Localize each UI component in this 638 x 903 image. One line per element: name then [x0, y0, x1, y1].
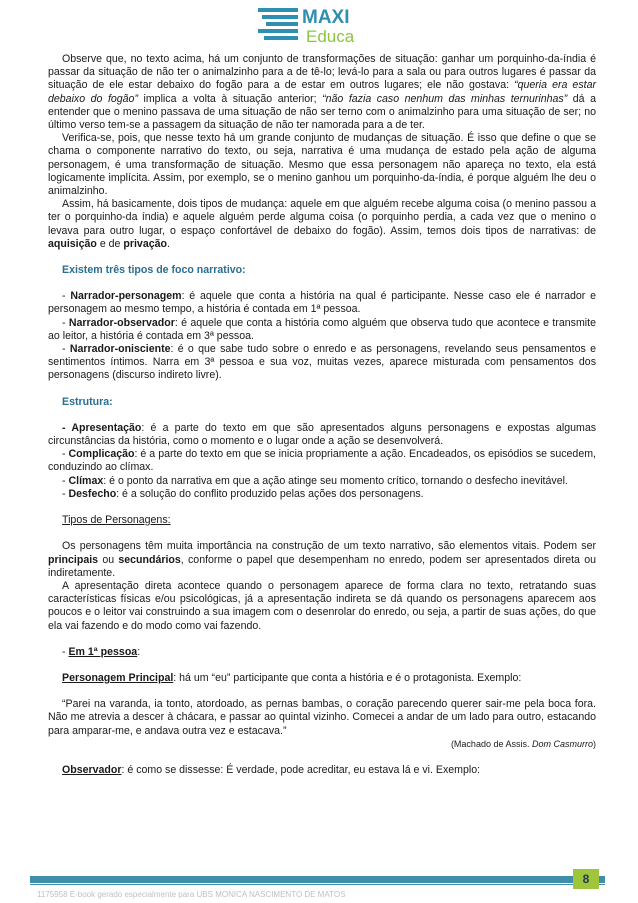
- label-primeira-pessoa: - Em 1ª pessoa:: [62, 645, 141, 658]
- paragraph-observador: Observador: é como se dissesse: É verdade, pode acreditar, eu estava lá e vi. Exemplo:: [62, 763, 481, 776]
- paragraph-apresentacao-direta: A apresentação direta acontece quando o personagem aparece de forma clara no texto, retratando suas características físicas e/ou psicológicas, já a apresentação indireta se dá quando os personagens aparecem aos poucos e o leitor vai construindo a sua imagem com o desenrolar do enredo, ou seja, a partir de suas ações, do que ela vai fazendo e do modo como vai fazendo.: [48, 579, 596, 632]
- list-item-complicacao: - Complicação: é a parte do texto em que se inicia propriamente a ação. Encadeados, os episódios se sucedem, conduzindo ao clímax.: [48, 448, 596, 474]
- paragraph-personagens: Os personagens têm muita importância na construção de um texto narrativo, são elementos vitais. Podem ser principais ou secundários, conforme o papel que desempenham no enredo, podem ser apresentados direta ou indiretamente.: [48, 540, 597, 579]
- paragraph-transformacoes: Observe que, no texto acima, há um conjunto de transformações de situação: ganhar um porquinho-da-índia é passar da situação de não ter o animalzinho para a de tê-lo; levá-lo para a sala ou para outros lugares é passar da situação de ele estar debaixo do fogão para a de estar em outros lugares; ele não gostava: “queria era estar debaixo do fogão” implica a volta à situação anterior; “não fazia caso nenhum das minhas ternurinhas” dá a entender que o menino passava de uma situação de não ser terno com o animalzinho para uma situação de ser; no último verso tem-se a passagem da situação de não ter namorada para a de ter.: [48, 53, 596, 132]
- logo-text-maxi: MAXI: [302, 7, 350, 28]
- list-item-narrador-observador: - Narrador-observador: é aquele que conta a história como alguém que observa tudo que acontece e transmite ao leitor, a história é contada em 3ª pessoa.: [48, 316, 596, 342]
- logo-text-educa: Educa: [306, 27, 355, 46]
- logo-mark-icon: [258, 3, 378, 47]
- list-item-desfecho: - Desfecho: é a solução do conflito produzido pelas ações dos personagens.: [62, 487, 424, 500]
- paragraph-mudancas: Assim, há basicamente, dois tipos de mudança: aquele em que alguém recebe alguma coisa (o menino passou a ter o porquinho-da índia) e aquele alguém perde alguma coisa (o porquinho perdia, a cada vez que o menino o levava para outro lugar, o espaço confortável de debaixo do fogão). Assim, temos dois tipos de narrativas: de aquisição e de privação.: [48, 198, 596, 250]
- page-content: [48, 53, 596, 777]
- list-item-narrador-personagem: - Narrador-personagem: é aquele que conta a história na qual é participante. Nesse caso ele é narrador e personagem ao mesmo tempo, a história é contada em 1ª pessoa.: [48, 290, 596, 316]
- paragraph-verifica: Verifica-se, pois, que nesse texto há um grande conjunto de mudanças de situação. É isso que define o que se chama o componente narrativo do texto, ou seja, narrativa é uma mudança de estado pela ação de alguma personagem, é uma transformação de situação. Mesmo que essa personagem não apareça no texto, ela está logicamente implícita. Assim, por exemplo, se o menino ganhou um porquinho-da-índia, é porque alguém lhe deu o animalzinho.: [48, 132, 596, 198]
- list-item-narrador-onisciente: - Narrador-onisciente: é o que sabe tudo sobre o enredo e as personagens, revelando seus pensamentos e sentimentos íntimos. Narra em 3ª pessoa e sua voz, muitas vezes, aparece misturada com pensamentos dos personagens (discurso indireto livre).: [48, 343, 596, 382]
- footer-rule: [30, 884, 605, 885]
- paragraph-personagem-principal: Personagem Principal: há um “eu” participante que conta a história e é o protagonista. Exemplo:: [62, 671, 522, 684]
- footer-bar: [30, 876, 605, 883]
- heading-foco-narrativo: Existem três tipos de foco narrativo:: [62, 264, 246, 277]
- quote-citation: (Machado de Assis. Dom Casmurro): [450, 738, 596, 749]
- footer-note: 1175958 E-book gerado especialmente para UBS MONICA NASCIMENTO DE MATOS: [37, 890, 346, 899]
- heading-tipos-personagens: Tipos de Personagens:: [62, 514, 171, 527]
- heading-estrutura: Estrutura:: [62, 395, 113, 408]
- page-number: 8: [573, 869, 599, 889]
- list-item-climax: - Clímax: é o ponto da narrativa em que a ação atinge seu momento crítico, tornando o desfecho inevitável.: [62, 474, 568, 487]
- list-item-apresentacao: - Apresentação: é a parte do texto em que são apresentados alguns personagens e expostas algumas circunstâncias da história, como o momento e o lugar onde a ação se desenvolverá.: [48, 421, 597, 448]
- quote-dom-casmurro: “Parei na varanda, ia tonto, atordoado, as pernas bambas, o coração parecendo querer sair-me pela boca fora. Não me atrevia a descer à chácara, e passar ao quintal vizinho. Comecei a andar de um lado para outro, estacando para amparar-me, e andava outra vez e estacava.”: [48, 698, 596, 737]
- maxi-educa-logo: [258, 3, 378, 47]
